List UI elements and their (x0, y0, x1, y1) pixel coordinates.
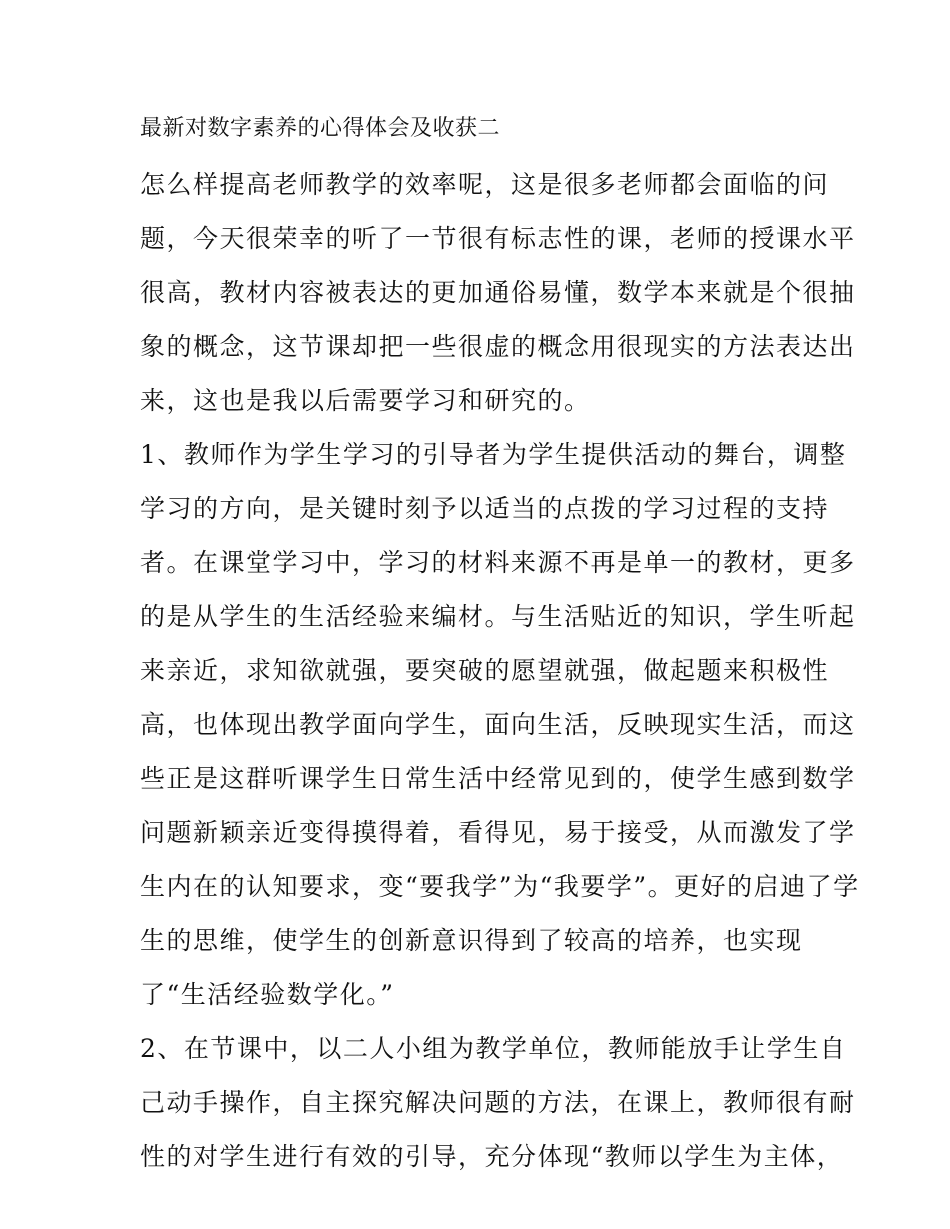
intro-paragraph (140, 158, 856, 428)
text-line: 高，也体现出教学面向学生，面向生活，反映现实生活，而这 (140, 710, 856, 739)
text-line: 怎么样提高老师教学的效率呢，这是很多老师都会面临的问 (140, 170, 830, 199)
text-line: 者。在课堂学习中，学习的材料来源不再是单一的教材，更多 (140, 548, 856, 577)
text-line: 问题新颖亲近变得摸得着，看得见，易于接受，从而激发了学 (140, 818, 856, 847)
text-line: 象的概念，这节课却把一些很虚的概念用很现实的方法表达出 (140, 332, 856, 361)
text-line: 2、在节课中，以二人小组为教学单位，教师能放手让学生自 (140, 1034, 847, 1063)
text-line: 很高，教材内容被表达的更加通俗易懂，数学本来就是个很抽 (140, 278, 856, 307)
text-line: 来，这也是我以后需要学习和研究的。 (140, 386, 591, 415)
text-line: 来亲近，求知欲就强，要突破的愿望就强，做起题来积极性 (140, 656, 830, 685)
text-line: 性的对学生进行有效的引导，充分体现“教师以学生为主体， (140, 1142, 844, 1171)
text-line: 生内在的认知要求，变“要我学”为“我要学”。更好的启迪了学 (140, 872, 860, 901)
text-line: 己动手操作，自主探究解决问题的方法，在课上，教师很有耐 (140, 1088, 856, 1117)
text-line: 1、教师作为学生学习的引导者为学生提供活动的舞台，调整 (140, 440, 847, 469)
document-title: 最新对数字素养的心得体会及收获二 (140, 116, 501, 141)
text-line: 生的思维，使学生的创新意识得到了较高的培养，也实现 (140, 926, 803, 955)
point-2-paragraph (140, 1022, 856, 1184)
point-1-paragraph (140, 428, 860, 1022)
text-line: 了“生活经验数学化。” (140, 980, 395, 1009)
text-line: 题，今天很荣幸的听了一节很有标志性的课，老师的授课水平 (140, 224, 856, 253)
document-body (140, 100, 860, 1184)
text-line: 的是从学生的生活经验来编材。与生活贴近的知识，学生听起 (140, 602, 856, 631)
text-line: 些正是这群听课学生日常生活中经常见到的，使学生感到数学 (140, 764, 856, 793)
text-line: 学习的方向，是关键时刻予以适当的点拨的学习过程的支持 (140, 494, 830, 523)
